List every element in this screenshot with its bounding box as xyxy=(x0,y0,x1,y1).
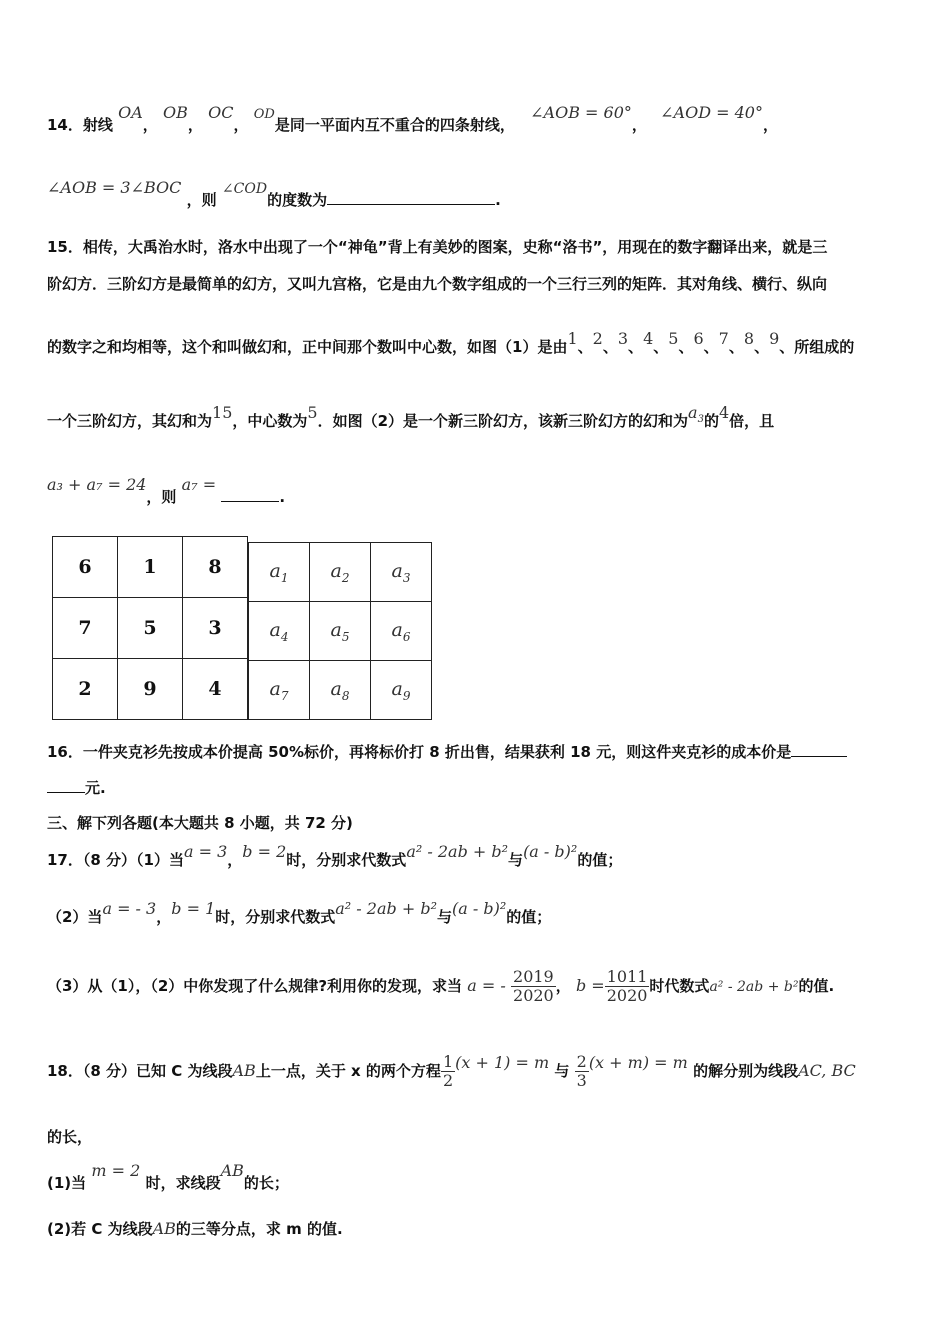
section-3-heading: 三、解下列各题(本大题共 8 小题，共 72 分) xyxy=(47,814,353,832)
digit-1: 1 xyxy=(567,329,578,348)
q17-p1-comma: ， xyxy=(227,851,243,869)
q17-p2-a-value: a = - 3 xyxy=(102,899,157,918)
q16-unit: 元. xyxy=(85,779,106,797)
q18-l3-a: (1)当 xyxy=(47,1174,87,1192)
answer-blank-q16-a[interactable] xyxy=(791,742,847,757)
ray-ob: OB xyxy=(163,103,188,122)
grid1-row xyxy=(53,537,248,598)
grid1-row xyxy=(53,598,248,659)
digits-list xyxy=(567,329,795,356)
q17-p2-expr2: (a - b)² xyxy=(452,899,507,918)
q15-line4 xyxy=(47,403,910,439)
q18-segment-ab: AB xyxy=(232,1061,256,1080)
q17-part1 xyxy=(47,842,910,871)
separator: 、 xyxy=(728,338,744,356)
q15-line2: 阶幻方．三阶幻方是最简单的幻方，又叫九宫格，它是由九个数字组成的一个三行三列的矩阵．其对角线、横行、纵向 xyxy=(47,275,828,293)
q14-end: . xyxy=(495,191,501,209)
grid1-row xyxy=(53,659,248,720)
q17-part2 xyxy=(47,899,910,928)
fraction-1011-2020: $\frac{1011}{2020}$ xyxy=(606,967,648,1005)
q17-p2-a: （2）当 xyxy=(47,908,103,926)
grid2-row xyxy=(249,543,432,602)
separator: 、 xyxy=(602,338,618,356)
digit-9: 9 xyxy=(769,329,780,348)
q17-p1-expr2: (a - b)² xyxy=(523,842,578,861)
q17-p3-c: 时代数式 xyxy=(649,977,710,995)
grid1-cell: 2 xyxy=(53,659,118,720)
q18-l3-segment-ab: AB xyxy=(220,1161,244,1180)
magic-square-figure-1 xyxy=(52,536,248,720)
angle-cod: ∠COD xyxy=(221,181,268,197)
fraction-2019-2020: $\frac{2019}{2020}$ xyxy=(513,967,554,1005)
ray-oc: OC xyxy=(208,103,234,122)
separator: 、 xyxy=(754,338,770,356)
grid2-cell: $a_4$ xyxy=(249,602,310,661)
digit-7: 7 xyxy=(718,329,729,348)
q17-p2-b-value: b = 1 xyxy=(171,899,216,918)
q15-line3-end: 所组成的 xyxy=(794,338,855,356)
q17-p2-end: 的值； xyxy=(506,908,552,926)
q17-p3-end: 的值. xyxy=(798,977,835,995)
q17-p1-end: 的值； xyxy=(577,851,623,869)
answer-blank-q15[interactable] xyxy=(221,487,279,502)
grid1-cell: 3 xyxy=(183,598,248,659)
q17-p2-comma: ， xyxy=(156,908,172,926)
q15-line5 xyxy=(47,475,910,508)
q18-line1 xyxy=(47,1049,910,1093)
grid2-cell: $a_6$ xyxy=(371,602,432,661)
q18-l1-b: 上一点，关于 x 的两个方程 xyxy=(255,1062,441,1080)
q18-l4-b: 的三等分点，求 m 的值. xyxy=(175,1220,343,1238)
grid2-cell: $a_7$ xyxy=(249,661,310,720)
digit-8: 8 xyxy=(743,329,755,348)
q18-l1-a: 18．（8 分）已知 C 为线段 xyxy=(47,1062,233,1080)
separator: 、 xyxy=(779,338,795,356)
grid2-cell: $a_1$ xyxy=(249,543,310,602)
digit-5: 5 xyxy=(668,329,679,348)
grid1-cell: 8 xyxy=(183,537,248,598)
q17-p3-a-value: a = - xyxy=(467,976,506,995)
q17-p3-a: （3）从（1），（2）中你发现了什么规律?利用你的发现，求当 xyxy=(47,977,463,995)
q17-p2-with: 与 xyxy=(437,908,453,926)
q18-l3-c: 的长； xyxy=(243,1174,289,1192)
grid1-cell: 9 xyxy=(118,659,183,720)
grid2-cell: $a_9$ xyxy=(371,661,432,720)
q15-end: . xyxy=(279,488,286,506)
answer-blank-q16-b[interactable] xyxy=(47,778,85,793)
digit-3: 3 xyxy=(617,329,629,348)
separator: 、 xyxy=(678,338,694,356)
q18-line3 xyxy=(47,1161,910,1194)
q14-line1: 14．射线 OA， OB， OC， OD是同一平面内互不重合的四条射线， ∠AOB = 60°， ∠AOD = 40°， xyxy=(47,103,778,134)
q15-line1: 15．相传，大禹治水时，洛水中出现了一个“神龟”背上有美妙的图案，史称“洛书”，用现在的数字翻译出来，就是三 xyxy=(47,238,828,256)
q14-then: ，则 xyxy=(186,191,217,209)
q18-l3-b: 时，求线段 xyxy=(145,1174,221,1192)
q15-line4-b: ，中心数为 xyxy=(232,412,308,430)
q15-then: ，则 xyxy=(146,488,177,506)
grid2-cell: $a_5$ xyxy=(310,602,371,661)
q17-part3: （3）从（1），（2）中你发现了什么规律?利用你的发现，求当 a = - $\frac{2019}{2020}$ ， b = $\frac{1011}{2020}$ 时代数式a² - 2ab + b²的值. xyxy=(47,967,835,1005)
magic-square-figure-2 xyxy=(248,542,432,720)
q14-line2 xyxy=(47,178,910,212)
grid2-cell: $a_2$ xyxy=(310,543,371,602)
separator: 、 xyxy=(653,338,669,356)
grid2-row xyxy=(249,602,432,661)
q18-segments: AC, BC xyxy=(798,1061,856,1080)
q15-line4-e: 倍，且 xyxy=(729,412,775,430)
a3-a7-equation: a₃ + a₇ = 24 xyxy=(47,475,147,494)
q17-p1-a: 17．（8 分）（1）当 xyxy=(47,851,184,869)
q18-l4-a: (2)若 C 为线段 xyxy=(47,1220,153,1238)
q14-number: 14．射线 xyxy=(47,116,113,134)
q15-line4-c: ．如图（2）是一个新三阶幻方，该新三阶幻方的幻和为 xyxy=(317,412,689,430)
center-number: 5 xyxy=(307,403,318,422)
fraction-two-thirds: $\frac{2}{3}$ xyxy=(576,1052,587,1090)
grid1-cell: 5 xyxy=(118,598,183,659)
digit-4: 4 xyxy=(643,329,654,348)
q18-l4-segment-ab: AB xyxy=(152,1219,176,1238)
q15-line3 xyxy=(47,329,910,358)
q17-p2-expr1: a² - 2ab + b² xyxy=(335,899,437,918)
q14-text: 是同一平面内互不重合的四条射线， xyxy=(274,116,515,134)
equation-1-rest: (x + 1) = m xyxy=(455,1053,550,1072)
angle-aod: ∠AOD = 40° xyxy=(660,103,763,122)
separator: 、 xyxy=(577,338,593,356)
grid2-cell: $a_8$ xyxy=(310,661,371,720)
ray-od: OD xyxy=(253,107,275,122)
times-number: 4 xyxy=(718,403,730,422)
angle-aob: ∠AOB = 60° xyxy=(530,103,632,122)
fraction-one-half: $\frac{1}{2}$ xyxy=(442,1052,454,1090)
grid1-cell: 7 xyxy=(53,598,118,659)
q18-with: 与 xyxy=(554,1062,570,1080)
q17-p1-b-value: b = 2 xyxy=(242,842,287,861)
q17-p1-a-value: a = 3 xyxy=(183,842,228,861)
q18-line4 xyxy=(47,1218,910,1240)
separator: 、 xyxy=(703,338,719,356)
grid2-cell: $a_3$ xyxy=(371,543,432,602)
q15-line3-text: 的数字之和均相等，这个和叫做幻和，正中间那个数叫中心数，如图（1）是由 xyxy=(47,338,568,356)
separator: 、 xyxy=(628,338,644,356)
q16-text: 16．一件夹克衫先按成本价提高 50%标价，再将标价打 8 折出售，结果获利 18 元，则这件夹克衫的成本价是 xyxy=(47,743,792,761)
q15-line4-a: 一个三阶幻方，其幻和为 xyxy=(47,412,213,430)
grid1-cell: 6 xyxy=(53,537,118,598)
answer-blank-q14[interactable] xyxy=(327,190,495,205)
equation-2-rest: (x + m) = m xyxy=(588,1053,688,1072)
q17-p2-c: 时，分别求代数式 xyxy=(215,908,336,926)
q14-degree-text: 的度数为 xyxy=(267,191,328,209)
grid1-cell: 4 xyxy=(183,659,248,720)
q15-line4-d: 的 xyxy=(703,412,719,430)
angle-relation: ∠AOB = 3∠BOC xyxy=(47,178,182,197)
q16-line2 xyxy=(47,777,910,799)
q17-p1-expr1: a² - 2ab + b² xyxy=(406,842,509,861)
digit-6: 6 xyxy=(693,329,704,348)
q17-p3-b-value: b = xyxy=(575,976,605,995)
q18-m-value: m = 2 xyxy=(91,1161,141,1180)
digit-2: 2 xyxy=(592,329,603,348)
grid2-row xyxy=(249,661,432,720)
grid1-cell: 1 xyxy=(118,537,183,598)
q18-l1-d: 的解分别为线段 xyxy=(693,1062,799,1080)
magic-sum: 15 xyxy=(212,403,233,422)
a7-symbol: a₇ = xyxy=(181,475,217,494)
a3-symbol: $a_3$ xyxy=(688,403,704,426)
q17-p1-with: 与 xyxy=(508,851,524,869)
q16-line1 xyxy=(47,741,910,763)
q17-p3-expr: a² - 2ab + b² xyxy=(709,979,799,995)
q17-p1-c: 时，分别求代数式 xyxy=(286,851,407,869)
q18-line2: 的长， xyxy=(47,1128,93,1146)
ray-oa: OA xyxy=(118,103,143,122)
